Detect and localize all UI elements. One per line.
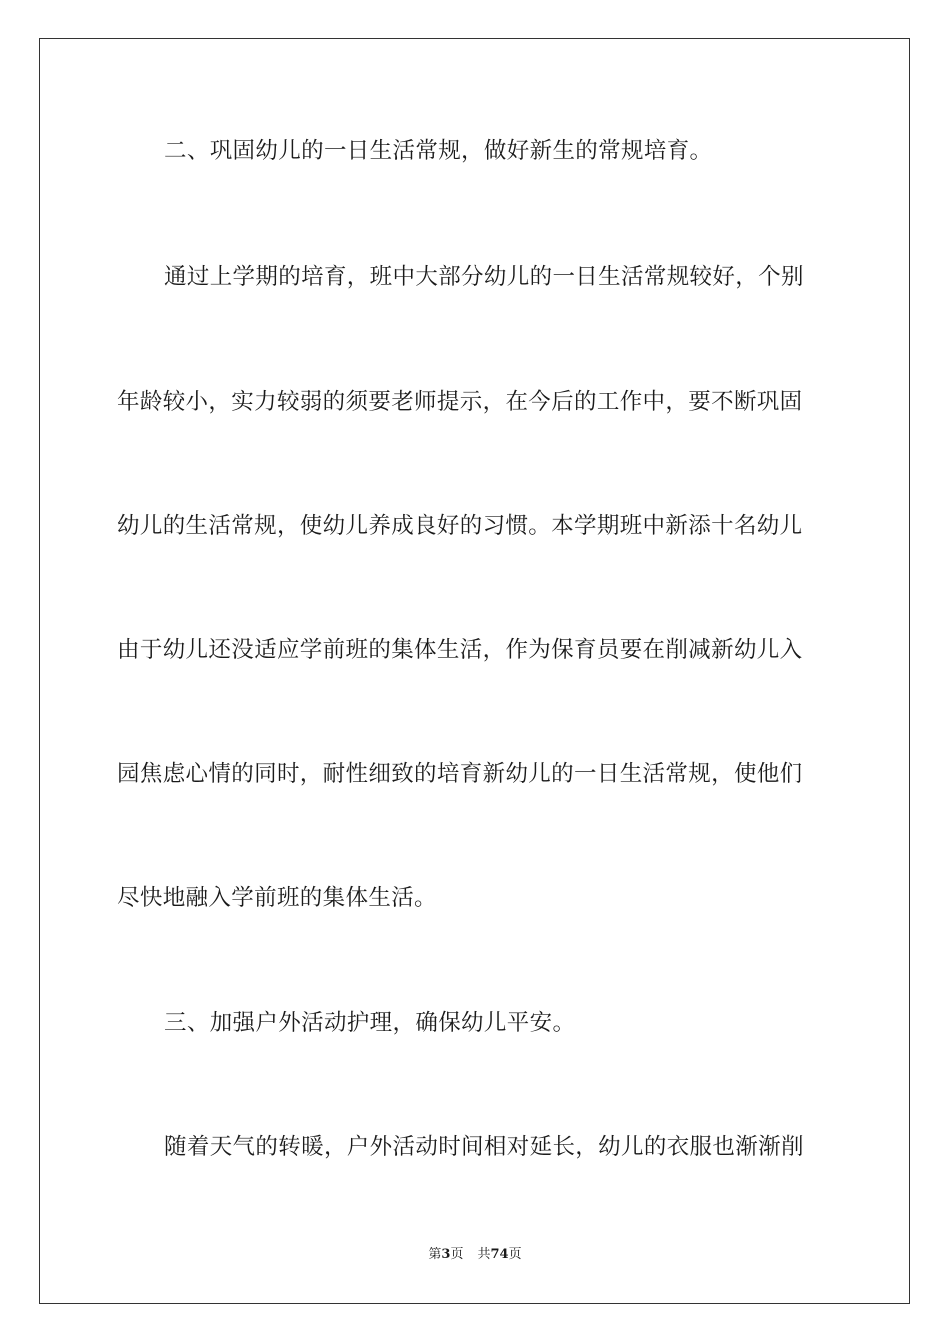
page-prefix: 第 <box>428 1247 442 1262</box>
total-pages: 74 <box>490 1247 509 1262</box>
total-suffix: 页 <box>508 1247 522 1262</box>
page-border <box>39 38 910 1304</box>
paragraph-line: 尽快地融入学前班的集体生活。 <box>117 885 437 911</box>
page-suffix: 页 <box>450 1247 464 1262</box>
page-footer <box>0 1246 950 1264</box>
paragraph-line: 随着天气的转暖，户外活动时间相对延长，幼儿的衣服也渐渐削 <box>164 1134 804 1160</box>
paragraph-line: 年龄较小，实力较弱的须要老师提示，在今后的工作中，要不断巩固 <box>117 389 803 415</box>
section-heading-3: 三、加强户外活动护理，确保幼儿平安。 <box>164 1010 576 1036</box>
total-prefix: 共 <box>477 1247 491 1262</box>
page-number: 3 <box>441 1247 451 1262</box>
paragraph-line: 幼儿的生活常规，使幼儿养成良好的习惯。本学期班中新添十名幼儿 <box>117 513 803 539</box>
section-heading-2: 二、巩固幼儿的一日生活常规，做好新生的常规培育。 <box>164 138 713 164</box>
paragraph-line: 通过上学期的培育，班中大部分幼儿的一日生活常规较好，个别 <box>164 264 804 290</box>
paragraph-line: 由于幼儿还没适应学前班的集体生活，作为保育员要在削减新幼儿入 <box>117 637 803 663</box>
paragraph-line: 园焦虑心情的同时，耐性细致的培育新幼儿的一日生活常规，使他们 <box>117 761 803 787</box>
